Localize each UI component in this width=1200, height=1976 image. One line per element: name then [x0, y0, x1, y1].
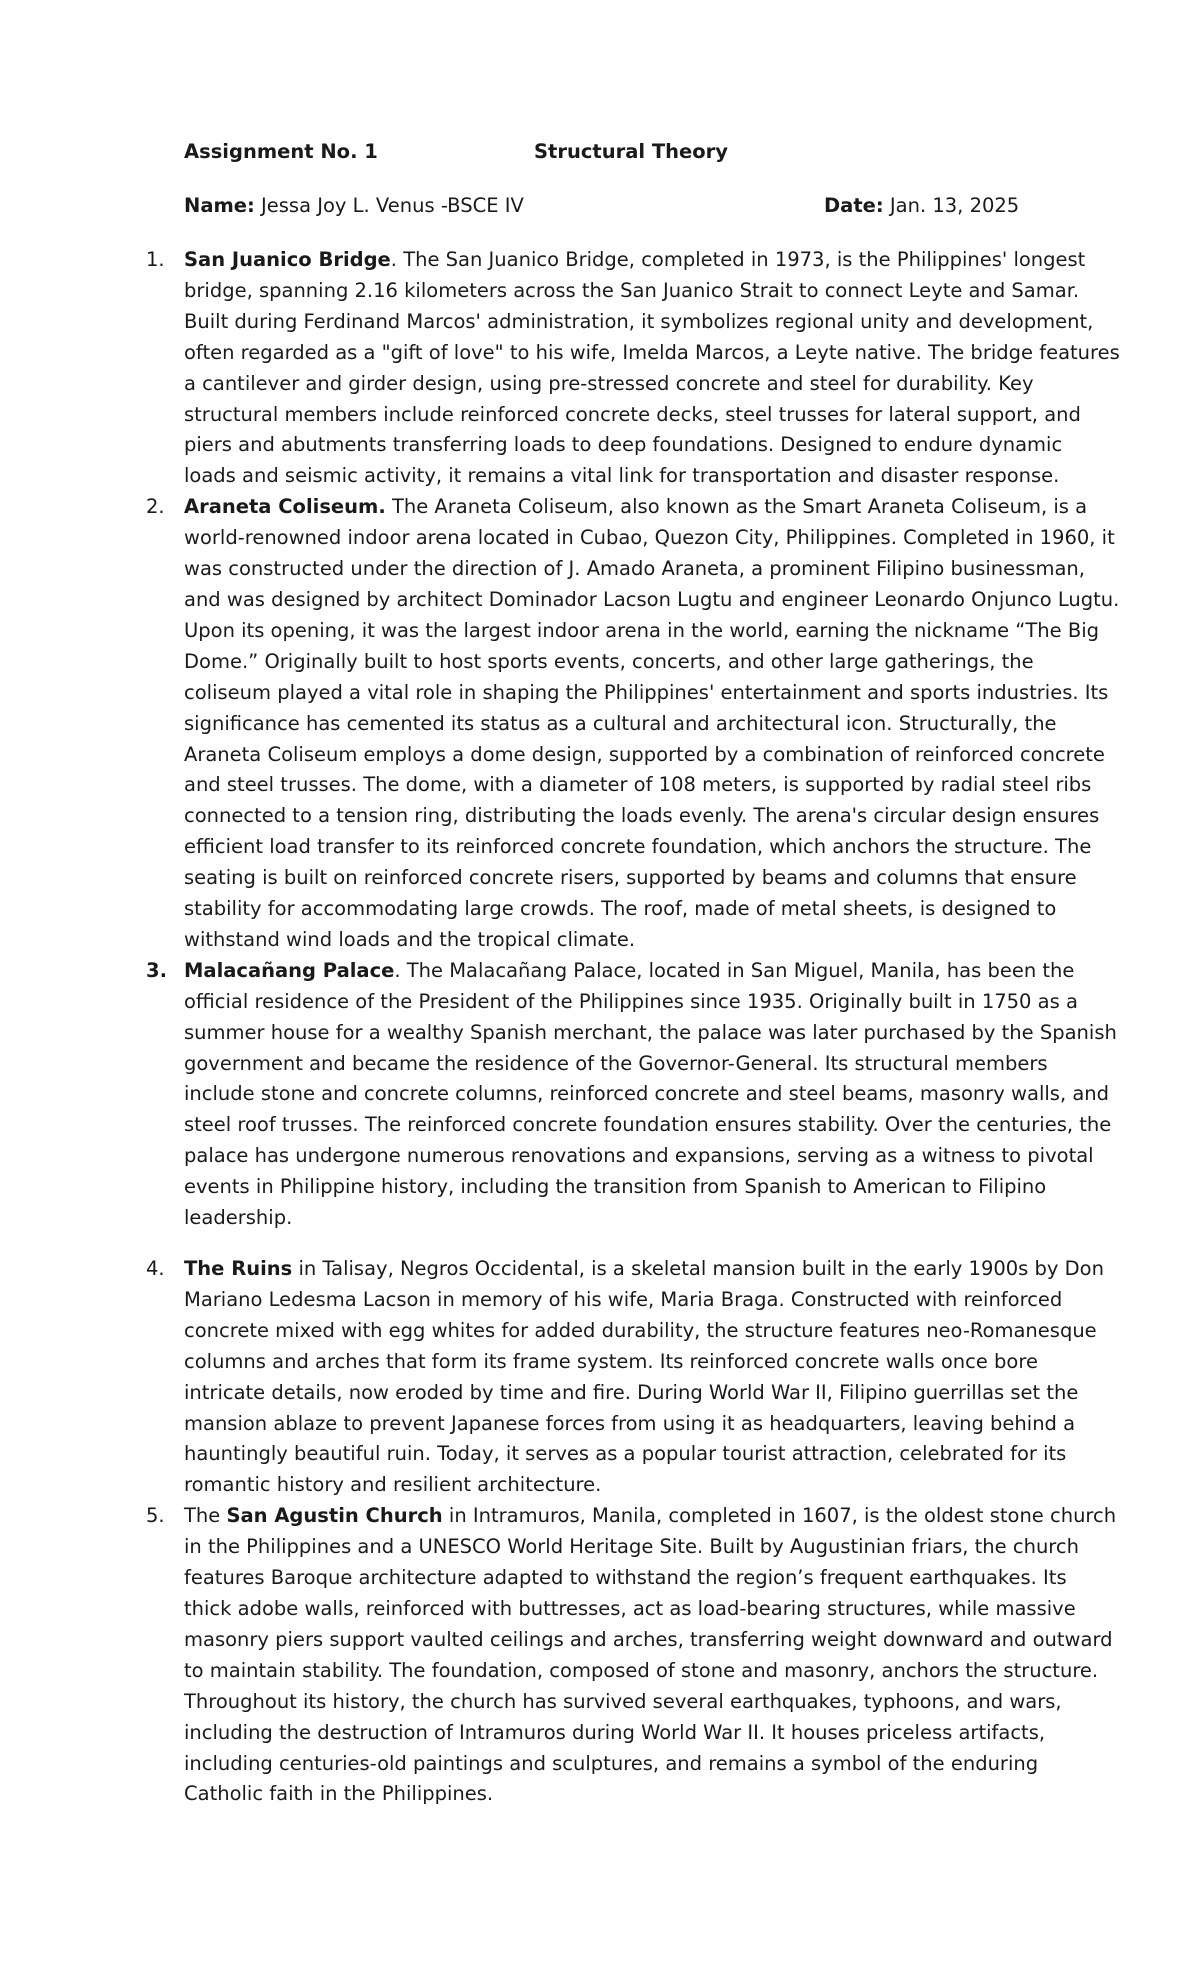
item-number: 4. [146, 1257, 165, 1280]
item-number: 5. [146, 1504, 165, 1528]
subject-title: Structural Theory [534, 140, 729, 163]
item-body: . The Malacañang Palace, located in San Miguel, Manila, has been the official residence of the President of the Philippines since 1935. Originally built in 1750 as a summer house for a wealthy Spanish merchant, the palace was later purchased by the Spanish government and became the residence of the Governor-General. Its structural members include stone and concrete columns, reinforced concrete and steel beams, masonry walls, and steel roof trusses. The reinforced concrete foundation ensures stability. Over the centuries, the palace has undergone numerous renovations and expansions, serving as a witness to pivotal events in Philippine history, including the transition from Spanish to American to Filipino leadership. [184, 958, 1117, 1230]
item-number: 2. [146, 495, 165, 519]
assignment-title: Assignment No. 1 [184, 140, 378, 163]
item-number: 1. [146, 248, 165, 271]
student-name-line [184, 193, 524, 219]
structures-list [146, 245, 1120, 1810]
date-value: Jan. 13, 2025 [883, 194, 1020, 217]
name-label: Name: [184, 194, 255, 217]
item-body: The Araneta Coliseum, also known as the Smart Araneta Coliseum, is a world-renowned indoor arena located in Cubao, Quezon City, Philippines. Completed in 1960, it was constructed under the direction of J. Amado Araneta, a prominent Filipino businessman, and was designed by architect Dominador Lacson Lugtu and engineer Leonardo Onjunco Lugtu. Upon its opening, it was the largest indoor arena in the world, earning the nickname “The Big Dome.” Originally built to host sports events, concerts, and other large gatherings, the coliseum played a vital role in shaping the Philippines' entertainment and sports industries. Its significance has cemented its status as a cultural and architectural icon. Structurally, the Araneta Coliseum employs a dome design, supported by a combination of reinforced concrete and steel trusses. The dome, with a diameter of 108 meters, is supported by radial steel ribs connected to a tension ring, distributing the loads evenly. The arena's circular design ensures efficient load transfer to its reinforced concrete foundation, which anchors the structure. The seating is built on reinforced concrete risers, supported by beams and columns that ensure stability for accommodating large crowds. The roof, made of metal sheets, is designed to withstand wind loads and the tropical climate. [184, 495, 1120, 951]
item-title: The Ruins [184, 1257, 293, 1280]
list-item-the-ruins [146, 1254, 1120, 1501]
item-body: in Talisay, Negros Occidental, is a skeletal mansion built in the early 1900s by Don Mariano Ledesma Lacson in memory of his wife, Maria Braga. Constructed with reinforced concrete mixed with egg whites for added durability, the structure features neo-Romanesque columns and arches that form its frame system. Its reinforced concrete walls once bore intricate details, now eroded by time and fire. During World War II, Filipino guerrillas set the mansion ablaze to prevent Japanese forces from using it as headquarters, leaving behind a hauntingly beautiful ruin. Today, it serves as a popular tourist attraction, celebrated for its romantic history and resilient architecture. [184, 1257, 1104, 1497]
list-item-san-juanico-bridge [146, 245, 1120, 492]
name-value: Jessa Joy L. Venus -BSCE IV [254, 194, 524, 217]
item-title: San Agustin Church [226, 1504, 443, 1528]
paragraph-gap [184, 1234, 1120, 1254]
date-line [824, 193, 1019, 219]
item-number: 3. [146, 958, 167, 982]
item-lead: The [184, 1504, 227, 1528]
item-body: . The San Juanico Bridge, completed in 1973, is the Philippines' longest bridge, spanning 2.16 kilometers across the San Juanico Strait to connect Leyte and Samar. Built during Ferdinand Marcos' administration, it symbolizes regional unity and development, often regarded as a "gift of love" to his wife, Imelda Marcos, a Leyte native. The bridge features a cantilever and girder design, using pre-stressed concrete and steel for durability. Key structural members include reinforced concrete decks, steel trusses for lateral support, and piers and abutments transferring loads to deep foundations. Designed to endure dynamic loads and seismic activity, it remains a vital link for transportation and disaster response. [184, 248, 1120, 488]
item-body: in Intramuros, Manila, completed in 1607, is the oldest stone church in the Philippines and a UNESCO World Heritage Site. Built by Augustinian friars, the church features Baroque architecture adapted to withstand the region’s frequent earthquakes. Its thick adobe walls, reinforced with buttresses, act as load-bearing structures, while massive masonry piers support vaulted ceilings and arches, transferring weight downward and outward to maintain stability. The foundation, composed of stone and masonry, anchors the structure. Throughout its history, the church has survived several earthquakes, typhoons, and wars, including the destruction of Intramuros during World War II. It houses priceless artifacts, including centuries-old paintings and sculptures, and remains a symbol of the enduring Catholic faith in the Philippines. [184, 1504, 1117, 1806]
list-item-san-agustin-church [146, 1501, 1120, 1810]
list-item-malacanang-palace [146, 956, 1120, 1234]
item-title: Araneta Coliseum. [184, 495, 386, 519]
date-label: Date: [824, 194, 884, 217]
item-title: San Juanico Bridge [184, 248, 391, 271]
list-item-araneta-coliseum [146, 492, 1120, 956]
item-title: Malacañang Palace [184, 958, 395, 982]
